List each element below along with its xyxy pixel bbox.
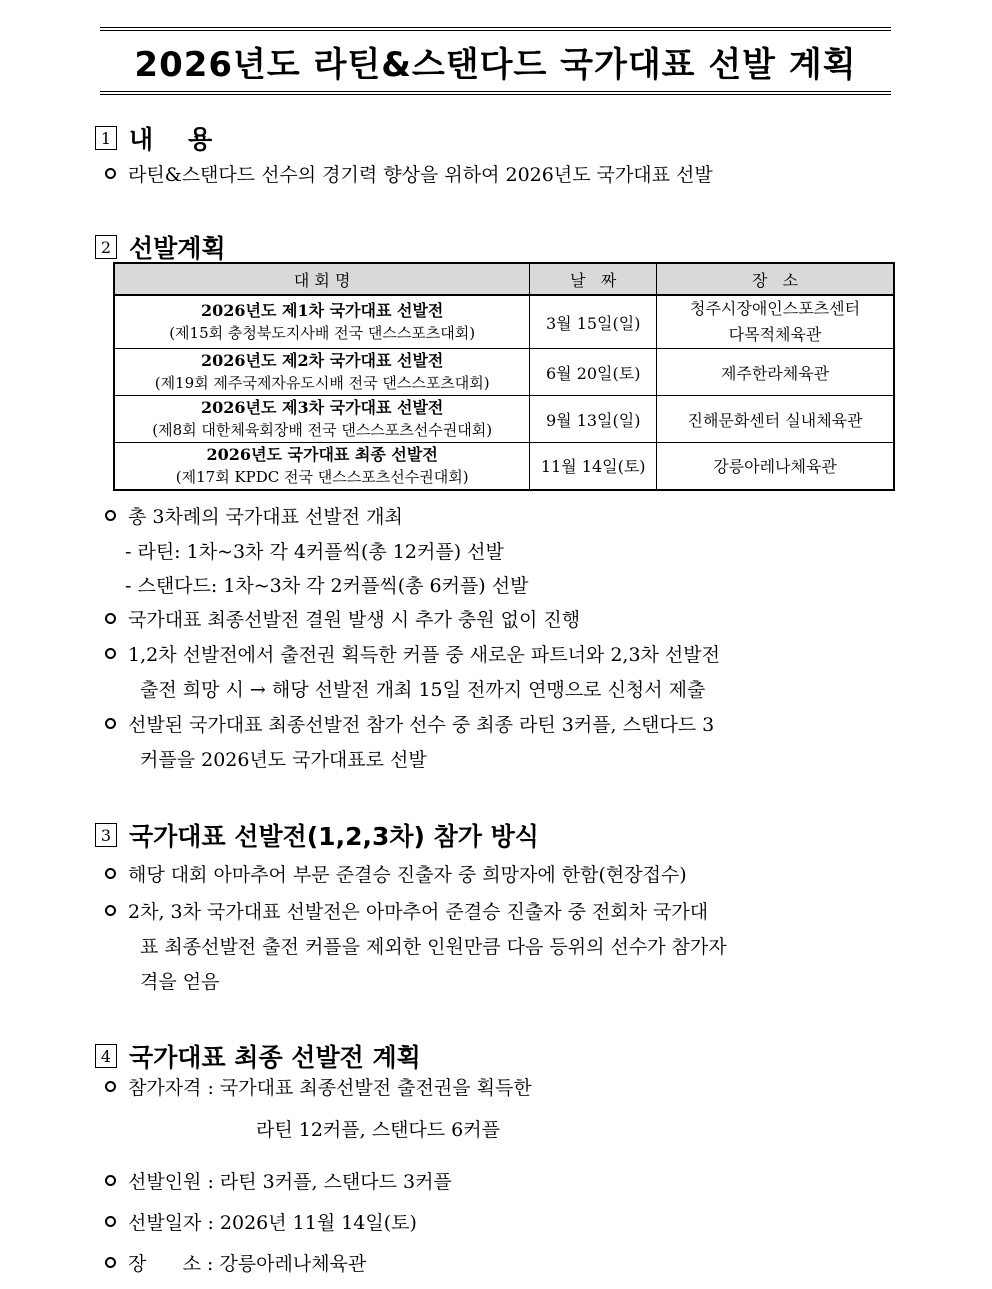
event-sub: (제15회 충청북도지사배 전국 댄스스포츠대회)	[169, 324, 476, 342]
section-number: 4	[95, 1044, 117, 1068]
event-date: 9월 13일(일)	[530, 396, 657, 443]
section-title: 선발계획	[129, 234, 226, 263]
table-header-row	[114, 263, 894, 295]
section-title: 국가대표 선발전(1,2,3차) 참가 방식	[129, 822, 539, 851]
list-item: 1,2차 선발전에서 출전권 획득한 커플 중 새로운 파트너와 2,3차 선발전	[105, 640, 720, 667]
circle-bullet-icon	[105, 1175, 116, 1186]
title-box	[100, 27, 891, 95]
section-number: 3	[95, 823, 117, 847]
list-item: 해당 대회 아마추어 부문 준결승 진출자 중 희망자에 한함(현장접수)	[105, 860, 687, 887]
circle-bullet-icon	[105, 905, 116, 916]
event-sub: (제19회 제주국제자유도시배 전국 댄스스포츠대회)	[154, 374, 490, 392]
list-item: 총 3차례의 국가대표 선발전 개최	[105, 502, 403, 529]
list-item-continuation: 출전 희망 시 → 해당 선발전 개최 15일 전까지 연맹으로 신청서 제출	[140, 679, 706, 701]
schedule-table	[113, 262, 895, 491]
section-number: 1	[95, 126, 117, 150]
list-item-continuation: 표 최종선발전 출전 커플을 제외한 인원만큼 다음 등위의 선수가 참가자	[140, 936, 727, 958]
list-item: 장 소 : 강릉아레나체육관	[105, 1249, 366, 1276]
list-item: 선발된 국가대표 최종선발전 참가 선수 중 최종 라틴 3커플, 스탠다드 3	[105, 710, 714, 737]
section-number: 2	[95, 235, 117, 259]
section-1-heading	[95, 120, 212, 156]
header-venue: 장 소	[657, 263, 894, 295]
list-item: 선발인원 : 라틴 3커플, 스탠다드 3커플	[105, 1167, 452, 1194]
event-venue: 청주시장애인스포츠센터	[690, 299, 861, 318]
table-row	[114, 396, 894, 443]
section-title: 내 용	[129, 125, 213, 154]
list-item: 국가대표 최종선발전 결원 발생 시 추가 충원 없이 진행	[105, 605, 580, 632]
circle-bullet-icon	[105, 718, 116, 729]
section-title: 국가대표 최종 선발전 계획	[129, 1043, 421, 1072]
event-venue: 다목적체육관	[728, 325, 822, 344]
table-row	[114, 295, 894, 349]
header-event: 대 회 명	[114, 263, 530, 295]
list-item: 2차, 3차 국가대표 선발전은 아마추어 준결승 진출자 중 전회차 국가대	[105, 897, 708, 924]
circle-bullet-icon	[105, 1216, 116, 1227]
event-sub: (제17회 KPDC 전국 댄스스포츠선수권대회)	[175, 467, 469, 486]
circle-bullet-icon	[105, 613, 116, 624]
circle-bullet-icon	[105, 868, 116, 879]
sub-item: - 스탠다드: 1차~3차 각 2커플씩(총 6커플) 선발	[125, 575, 529, 597]
event-venue: 제주한라체육관	[657, 349, 894, 396]
circle-bullet-icon	[105, 1257, 116, 1268]
event-date: 6월 20일(토)	[530, 349, 657, 396]
list-item-continuation: 커플을 2026년도 국가대표로 선발	[140, 749, 427, 771]
event-sub: (제8회 대한체육회장배 전국 댄스스포츠선수권대회)	[152, 421, 493, 439]
circle-bullet-icon	[105, 168, 116, 179]
event-name: 2026년도 제2차 국가대표 선발전	[200, 351, 444, 370]
sub-item: - 라틴: 1차~3차 각 4커플씩(총 12커플) 선발	[125, 541, 504, 563]
table-row	[114, 443, 894, 490]
section-2-heading	[95, 229, 226, 265]
circle-bullet-icon	[105, 1081, 116, 1092]
page-title: 2026년도 라틴&스탠다드 국가대표 선발 계획	[134, 44, 857, 85]
table-row	[114, 349, 894, 396]
list-item: 선발일자 : 2026년 11월 14일(토)	[105, 1208, 417, 1235]
event-name: 2026년도 제1차 국가대표 선발전	[200, 301, 444, 320]
event-venue: 진해문화센터 실내체육관	[657, 396, 894, 443]
section-3-heading	[95, 817, 539, 853]
list-item: 참가자격 : 국가대표 최종선발전 출전권을 획득한	[105, 1073, 532, 1100]
list-item-continuation: 라틴 12커플, 스탠다드 6커플	[256, 1119, 500, 1141]
event-venue: 강릉아레나체육관	[657, 443, 894, 490]
list-item: 라틴&스탠다드 선수의 경기력 향상을 위하여 2026년도 국가대표 선발	[105, 160, 713, 187]
header-date: 날 짜	[530, 263, 657, 295]
section-4-heading	[95, 1038, 421, 1074]
event-date: 3월 15일(일)	[530, 295, 657, 349]
circle-bullet-icon	[105, 510, 116, 521]
circle-bullet-icon	[105, 648, 116, 659]
event-name: 2026년도 국가대표 최종 선발전	[206, 444, 438, 464]
event-date: 11월 14일(토)	[530, 443, 657, 490]
list-item-continuation: 격을 얻음	[140, 971, 220, 993]
event-name: 2026년도 제3차 국가대표 선발전	[200, 398, 444, 417]
